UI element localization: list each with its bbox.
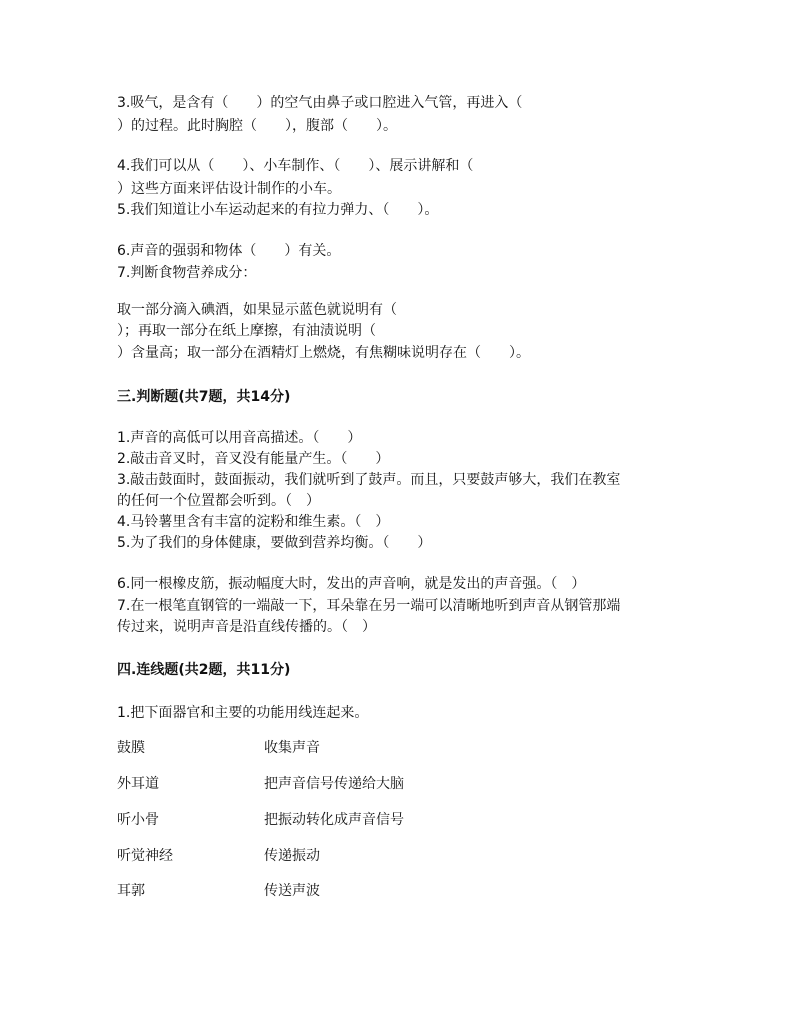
match-function: 收集声音	[264, 740, 320, 756]
judge-question-2: 2.敲击音叉时，音叉没有能量产生。（ ）	[117, 451, 390, 467]
match-function: 把声音信号传递给大脑	[264, 776, 404, 792]
question-5: 5.我们知道让小车运动起来的有拉力弹力、（ ）。	[117, 202, 439, 218]
question-4-line-1: 4.我们可以从（ ）、小车制作、（ ）、展示讲解和（	[117, 158, 474, 174]
match-row	[117, 810, 637, 830]
judge-question-6: 6.同一根橡皮筋，振动幅度大时，发出的声音响，就是发出的声音强。（ ）	[117, 576, 586, 592]
question-6: 6.声音的强弱和物体（ ）有关。	[117, 243, 341, 259]
judge-question-5: 5.为了我们的身体健康，要做到营养均衡。（ ）	[117, 535, 432, 551]
question-7: 7.判断食物营养成分：	[117, 265, 257, 281]
match-function: 传送声波	[264, 883, 320, 899]
question-7-line-1: 取一部分滴入碘酒，如果显示蓝色就说明有（	[117, 302, 397, 318]
match-function: 传递振动	[264, 848, 320, 864]
judge-question-7-line-1: 7.在一根笔直钢管的一端敲一下，耳朵靠在另一端可以清晰地听到声音从钢管那端	[117, 598, 621, 614]
judge-question-3-line-2: 的任何一个位置都会听到。（ ）	[117, 493, 320, 509]
question-3-line-2: ）的过程。此时胸腔（ ），腹部（ ）。	[117, 118, 397, 134]
judge-question-1: 1.声音的高低可以用音高描述。（ ）	[117, 430, 362, 446]
judge-question-4: 4.马铃薯里含有丰富的淀粉和维生素。（ ）	[117, 514, 390, 530]
match-organ: 听觉神经	[117, 848, 173, 864]
question-7-line-2: ）；再取一部分在纸上摩擦，有油渍说明（	[117, 323, 376, 339]
match-row	[117, 738, 637, 758]
match-row	[117, 774, 637, 794]
section-4-heading: 四.连线题(共2题，共11分)	[117, 662, 291, 678]
question-4-line-2: ）这些方面来评估设计制作的小车。	[117, 181, 341, 197]
match-organ: 鼓膜	[117, 740, 145, 756]
match-organ: 外耳道	[117, 776, 159, 792]
judge-question-3-line-1: 3.敲击鼓面时，鼓面振动，我们就听到了鼓声。而且，只要鼓声够大，我们在教室	[117, 472, 621, 488]
match-function: 把振动转化成声音信号	[264, 812, 404, 828]
section-3-heading: 三.判断题(共7题，共14分)	[117, 389, 291, 405]
question-7-line-3: ）含量高；取一部分在酒精灯上燃烧，有焦糊味说明存在（ ）。	[117, 345, 530, 361]
judge-question-7-line-2: 传过来，说明声音是沿直线传播的。（ ）	[117, 619, 376, 635]
match-organ: 耳郭	[117, 883, 145, 899]
match-row	[117, 846, 637, 866]
match-question-1: 1.把下面器官和主要的功能用线连起来。	[117, 705, 369, 721]
question-3-line-1: 3.吸气，是含有（ ）的空气由鼻子或口腔进入气管，再进入（	[117, 95, 523, 111]
match-organ: 听小骨	[117, 812, 159, 828]
match-row	[117, 881, 637, 901]
